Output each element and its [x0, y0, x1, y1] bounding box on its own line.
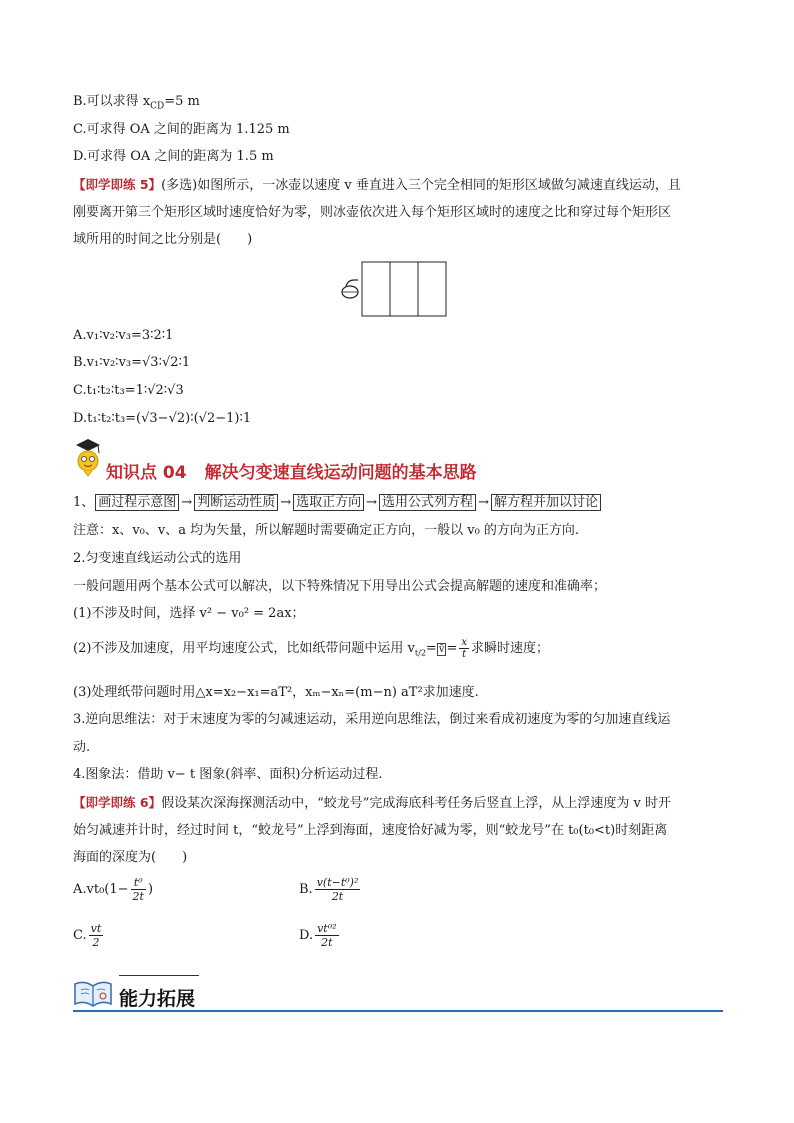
- curling-stone-icon: [342, 280, 358, 298]
- practice5-line2: 刚要离开第三个矩形区域时速度恰好为零，则冰壶依次进入每个矩形区域时的速度之比和穿过每个矩形区: [73, 205, 672, 220]
- heading-2: 2.匀变速直线运动公式的选用: [73, 551, 242, 566]
- practice6-tag: 【即学即练 6】: [73, 795, 162, 810]
- step-5: 解方程并加以讨论: [491, 494, 601, 511]
- region-1: [362, 262, 390, 316]
- case-2: (2)不涉及加速度，用平均速度公式，比如纸带问题中运用 $v_{t/2}=$ v̄ = $\frac{x}{t}$ 求瞬时速度；: [73, 637, 550, 660]
- scholar-mascot-icon: [72, 437, 104, 477]
- case-1: (1)不涉及时间，选择 v² − v₀² = 2ax；: [73, 606, 305, 621]
- practice6-option-c: C. $\frac{vt}{2}$: [73, 922, 102, 949]
- practice6-option-a: A.vt₀(1− $\frac{\text{t⁰}}{2t}$ ): [73, 876, 154, 903]
- curling-figure: [338, 258, 450, 318]
- step-1: 画过程示意图: [95, 494, 179, 511]
- practice6-option-d: D. $\frac{\text{vt⁰²}}{2t}$: [299, 922, 337, 949]
- practice6-option-b: B. $\frac{\text{v(t−t⁰)²}}{2t}$: [299, 876, 359, 903]
- practice5-line3: 域所用的时间之比分别是( ): [73, 232, 253, 247]
- region-3: [418, 262, 446, 316]
- steps-flow: 1、 画过程示意图 → 判断运动性质 → 选取正方向 → 选用公式列方程 → 解方程并加以讨论: [73, 493, 602, 513]
- step-2: 判断运动性质: [194, 494, 278, 511]
- book-icon: [73, 976, 113, 1008]
- heading-2-text: 一般问题用两个基本公式可以解决，以下特殊情况下用导出公式会提高解题的速度和准确率；: [73, 579, 607, 594]
- practice6-line2: 始匀减速并计时，经过时间 t，“蛟龙号”上浮到海面，速度恰好减为零，则“蛟龙号”在 t₀(t₀<t)时刻距离: [73, 823, 668, 838]
- practice6-line1: 【即学即练 6】假设某次深海探测活动中，“蛟龙号”完成海底科考任务后竖直上浮，从上浮速度为 v 时开: [73, 795, 671, 811]
- section-title: 能力拓展: [119, 988, 196, 1010]
- knowledge-point-title: 知识点 04 解决匀变速直线运动问题的基本思路: [106, 463, 477, 483]
- heading-3-line2: 动.: [73, 740, 91, 755]
- section-rule: [73, 1010, 723, 1012]
- step-3: 选取正方向: [293, 494, 364, 511]
- region-2: [390, 262, 418, 316]
- practice5-line1: 【即学即练 5】(多选)如图所示，一冰壶以速度 v 垂直进入三个完全相同的矩形区域做匀减速直线运动，且: [73, 177, 681, 193]
- case-3: (3)处理纸带问题时用△x=x₂−x₁=aT²，xₘ−xₙ=(m−n) aT²求加速度.: [73, 685, 479, 700]
- step-4: 选用公式列方程: [379, 494, 476, 511]
- option-d-prev: D.可求得 OA 之间的距离为 1.5 m: [73, 149, 274, 164]
- note-text: 注意：x、v₀、v、a 均为矢量，所以解题时需要确定正方向，一般以 v₀ 的方向为正方向.: [73, 523, 580, 538]
- option-c-prev: C.可求得 OA 之间的距离为 1.125 m: [73, 122, 290, 137]
- heading-3-line1: 3.逆向思维法：对于末速度为零的匀减速运动，采用逆向思维法，倒过来看成初速度为零的匀加速直线运: [73, 712, 671, 727]
- practice5-option-d: D.t₁∶t₂∶t₃=(√3−√2)∶(√2−1)∶1: [73, 411, 252, 426]
- practice5-tag: 【即学即练 5】: [73, 177, 162, 192]
- section-top-rule: [119, 975, 199, 976]
- practice5-option-b: B.v₁∶v₂∶v₃=√3∶√2∶1: [73, 355, 191, 370]
- option-b-prev: B.可以求得 $x_{CD}=5$ m: [73, 94, 200, 112]
- heading-4: 4.图象法：借助 v− t 图象(斜率、面积)分析运动过程.: [73, 767, 383, 782]
- practice5-option-c: C.t₁∶t₂∶t₃=1∶√2∶√3: [73, 383, 184, 398]
- practice5-option-a: A.v₁∶v₂∶v₃=3∶2∶1: [73, 328, 174, 343]
- practice6-line3: 海面的深度为( ): [73, 850, 188, 865]
